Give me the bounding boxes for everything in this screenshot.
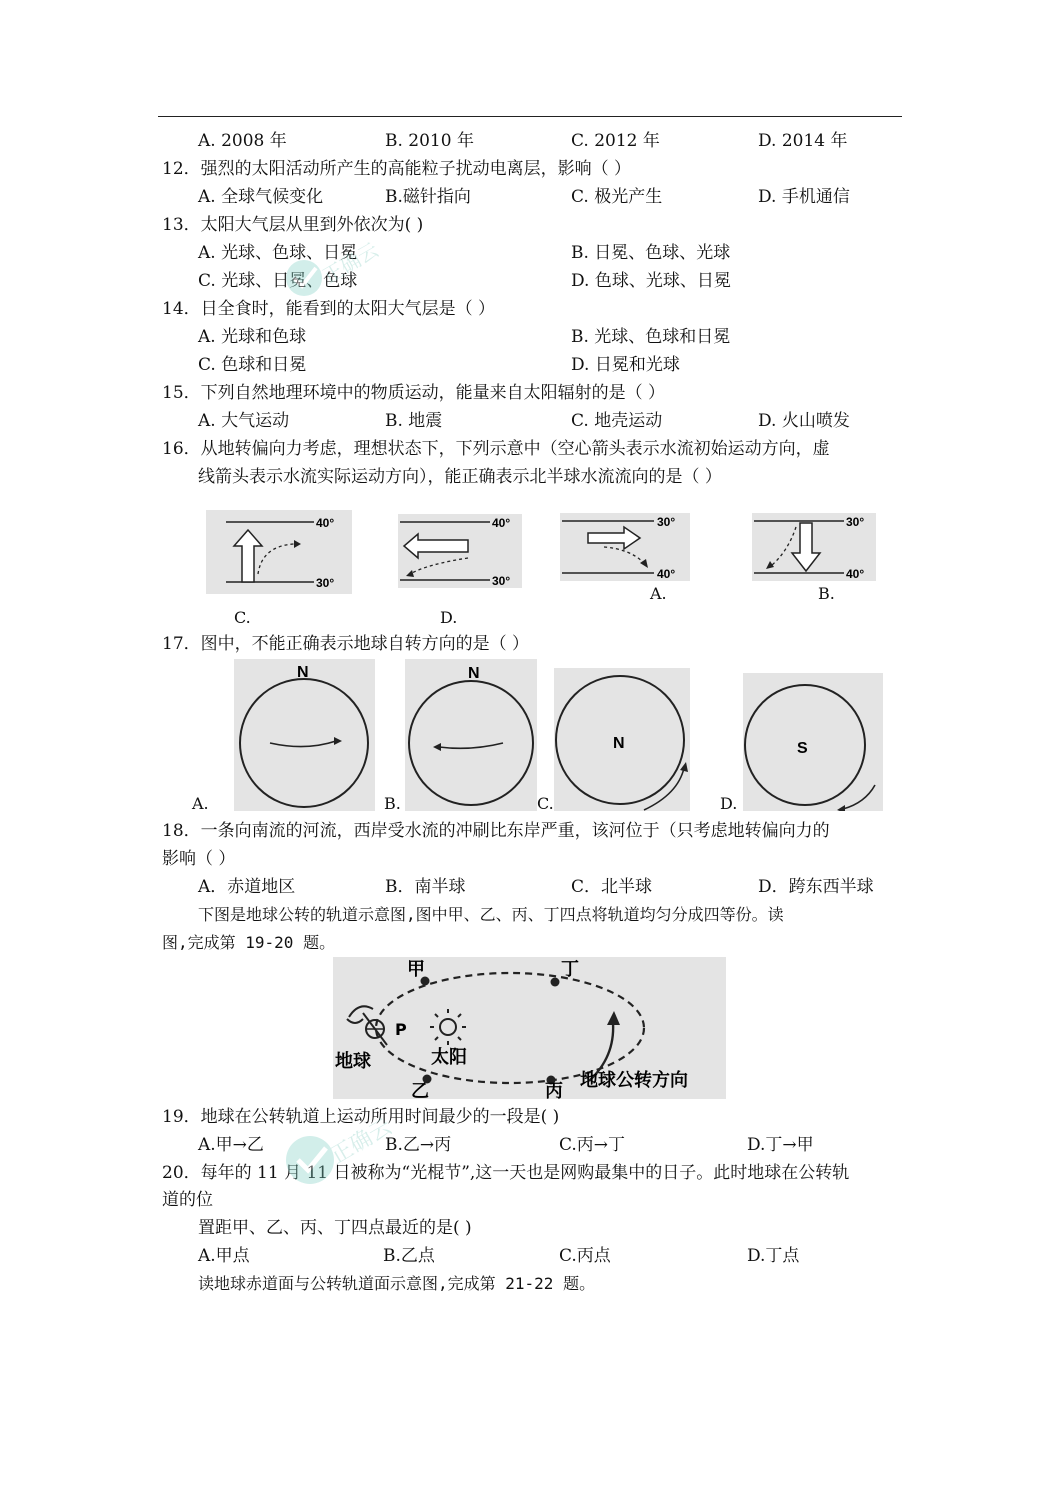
- q16-fig4-bottom-lat: 40°: [846, 567, 865, 581]
- q20-stem-line3: 置距甲、乙、丙、丁四点最近的是( ): [198, 1218, 472, 1238]
- q16-fig3-top-lat: 30°: [657, 515, 676, 529]
- q14-option-d: D. 日冕和光球: [571, 355, 680, 375]
- q19-option-a: A.甲→乙: [198, 1135, 264, 1155]
- q16-fig1-bottom-lat: 30°: [316, 576, 335, 590]
- q16-fig1-top-lat: 40°: [316, 516, 335, 530]
- q11-option-b: B. 2010 年: [385, 131, 474, 151]
- q18-option-c: C．北半球: [571, 877, 653, 897]
- orbit-label-direction: 地球公转方向: [580, 1070, 688, 1091]
- q16-fig4-label: B.: [818, 584, 835, 603]
- q12-option-c: C. 极光产生: [571, 187, 663, 207]
- q16-fig1-label: C.: [234, 608, 251, 627]
- q15-option-b: B. 地震: [385, 411, 443, 431]
- watermark-text-2: 正确云: [326, 1114, 397, 1170]
- q12-option-d: D. 手机通信: [758, 187, 850, 207]
- q19-stem: 19．地球在公转轨道上运动所用时间最少的一段是( ): [162, 1107, 560, 1127]
- q20-option-c: C.丙点: [559, 1246, 611, 1266]
- watermark-logo-1: [282, 232, 432, 322]
- q16-fig4-top-lat: 30°: [846, 515, 865, 529]
- q16-fig3-label: A.: [650, 584, 667, 603]
- q20-option-d: D.丁点: [747, 1246, 800, 1266]
- q13-option-d: D. 色球、光球、日冕: [571, 271, 731, 291]
- q16-figure-4: [752, 513, 876, 581]
- q12-option-b: B.磁针指向: [385, 187, 471, 207]
- q16-fig2-bottom-lat: 30°: [492, 574, 511, 588]
- q13-option-c: C. 光球、日冕、色球: [198, 271, 358, 291]
- orbit-label-ding: 丁: [561, 959, 579, 980]
- q12-stem: 12．强烈的太阳活动所产生的高能粒子扰动电离层，影响（ ）: [162, 159, 632, 179]
- q18-option-d: D．跨东西半球: [758, 877, 874, 897]
- q13-option-b: B. 日冕、色球、光球: [571, 243, 731, 263]
- orbit-label-bing: 丙: [545, 1081, 563, 1099]
- orbit-label-jia: 甲: [407, 959, 425, 980]
- orbit-figure: [333, 957, 726, 1099]
- q18-option-a: A．赤道地区: [198, 877, 296, 897]
- q14-option-a: A. 光球和色球: [198, 327, 307, 347]
- q19-option-c: C.丙→丁: [559, 1135, 626, 1155]
- q11-option-c: C. 2012 年: [571, 131, 660, 151]
- q17-figure-b: [405, 659, 537, 811]
- q17-figa-label: A.: [192, 794, 209, 813]
- watermark-logo-2: [282, 1102, 432, 1202]
- q15-option-c: C. 地壳运动: [571, 411, 663, 431]
- q17-figb-label: B.: [384, 794, 401, 813]
- q20-option-a: A.甲点: [198, 1246, 250, 1266]
- q17-figure-d: [743, 673, 883, 811]
- q16-fig3-bottom-lat: 40°: [657, 567, 676, 581]
- q17-figc-pole: N: [613, 735, 625, 752]
- q11-option-a: A. 2008 年: [198, 131, 287, 151]
- orbit-label-sun: 太阳: [431, 1047, 467, 1068]
- q15-option-a: A. 大气运动: [198, 411, 290, 431]
- q14-option-c: C. 色球和日冕: [198, 355, 307, 375]
- orbit-label-yi: 乙: [411, 1081, 429, 1099]
- q16-fig2-top-lat: 40°: [492, 516, 511, 530]
- intro-19-20-line1: 下图是地球公转的轨道示意图,图中甲、乙、丙、丁四点将轨道均匀分成四等份。读: [198, 905, 784, 924]
- q15-stem: 15．下列自然地理环境中的物质运动，能量来自太阳辐射的是（ ）: [162, 383, 666, 403]
- q17-figa-pole: N: [297, 664, 309, 681]
- q16-figure-1: [206, 510, 352, 594]
- q17-figure-c: [554, 668, 690, 811]
- q20-option-b: B.乙点: [383, 1246, 435, 1266]
- q19-option-d: D.丁→甲: [747, 1135, 814, 1155]
- q13-stem: 13．太阳大气层从里到外依次为( ): [162, 215, 424, 235]
- intro-19-20-line2: 图,完成第 19-20 题。: [162, 933, 336, 952]
- q11-option-d: D. 2014 年: [758, 131, 848, 151]
- q16-stem-line1: 16．从地转偏向力考虑，理想状态下，下列示意中（空心箭头表示水流初始运动方向，虚: [162, 439, 830, 459]
- q17-figd-pole: S: [797, 740, 808, 757]
- q14-stem: 14．日全食时，能看到的太阳大气层是（ ）: [162, 299, 496, 319]
- q20-stem-line1: 20．每年的 11 月 11 日被称为“光棍节”,这一天也是网购最集中的日子。此时地球在公转轨: [162, 1163, 850, 1183]
- watermark-text-1: 正确云: [318, 237, 383, 289]
- q14-option-b: B. 光球、色球和日冕: [571, 327, 731, 347]
- q16-figure-2: [398, 514, 522, 588]
- q20-stem-line2: 道的位: [162, 1190, 213, 1210]
- q15-option-d: D. 火山喷发: [758, 411, 850, 431]
- orbit-label-earth: 地球: [335, 1051, 371, 1072]
- header-rule: [158, 116, 902, 117]
- q18-stem-line2: 影响（ ）: [162, 849, 236, 869]
- q17-stem: 17．图中，不能正确表示地球自转方向的是（ ）: [162, 634, 530, 654]
- q16-stem-line2: 线箭头表示水流实际运动方向），能正确表示北半球水流流向的是（ ）: [198, 467, 722, 487]
- q17-figd-label: D.: [720, 794, 738, 813]
- q16-figure-3: [560, 513, 690, 581]
- orbit-label-p: P: [395, 1020, 407, 1039]
- q12-option-a: A. 全球气候变化: [198, 187, 324, 207]
- q13-option-a: A. 光球、色球、日冕: [198, 243, 358, 263]
- q19-option-b: B.乙→丙: [385, 1135, 452, 1155]
- intro-21-22: 读地球赤道面与公转轨道面示意图,完成第 21-22 题。: [198, 1274, 596, 1293]
- q17-figure-a: [234, 659, 375, 811]
- q18-option-b: B．南半球: [385, 877, 466, 897]
- q17-figb-pole: N: [468, 665, 480, 682]
- q16-fig2-label: D.: [440, 608, 458, 627]
- q17-figc-label: C.: [537, 794, 554, 813]
- q18-stem-line1: 18．一条向南流的河流，西岸受水流的冲刷比东岸严重，该河位于（只考虑地转偏向力的: [162, 821, 830, 841]
